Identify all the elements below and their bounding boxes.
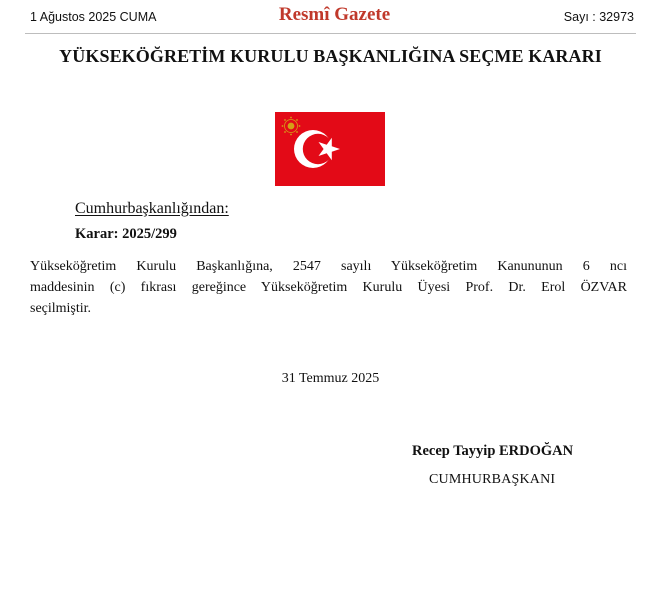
- decision-date: 31 Temmuz 2025: [281, 371, 380, 386]
- gazette-title: Resmî Gazete: [278, 4, 391, 25]
- gazette-issue-number: Sayı : 32973: [563, 10, 634, 24]
- document-title: YÜKSEKÖĞRETİM KURULU BAŞKANLIĞINA SEÇME KARARI: [59, 46, 602, 66]
- signer-name: Recep Tayyip ERDOĞAN: [412, 443, 574, 459]
- turkish-flag-icon: [275, 112, 385, 186]
- decision-body: [30, 256, 627, 319]
- decision-number: Karar: 2025/299: [75, 226, 177, 242]
- issuer-heading: Cumhurbaşkanlığından:: [75, 200, 229, 217]
- header-divider: [25, 33, 636, 34]
- body-line: maddesinin (c) fıkrası gereğince Yükseköğretim Kurulu Üyesi Prof. Dr. Erol ÖZVAR: [30, 280, 627, 295]
- gazette-date: 1 Ağustos 2025 CUMA: [30, 10, 157, 24]
- signer-title: CUMHURBAŞKANI: [429, 472, 556, 487]
- presidential-emblem-icon: [282, 117, 301, 136]
- body-line: seçilmiştir.: [30, 301, 92, 316]
- body-line: Yükseköğretim Kurulu Başkanlığına, 2547 sayılı Yükseköğretim Kanununun 6 ncı: [30, 259, 627, 274]
